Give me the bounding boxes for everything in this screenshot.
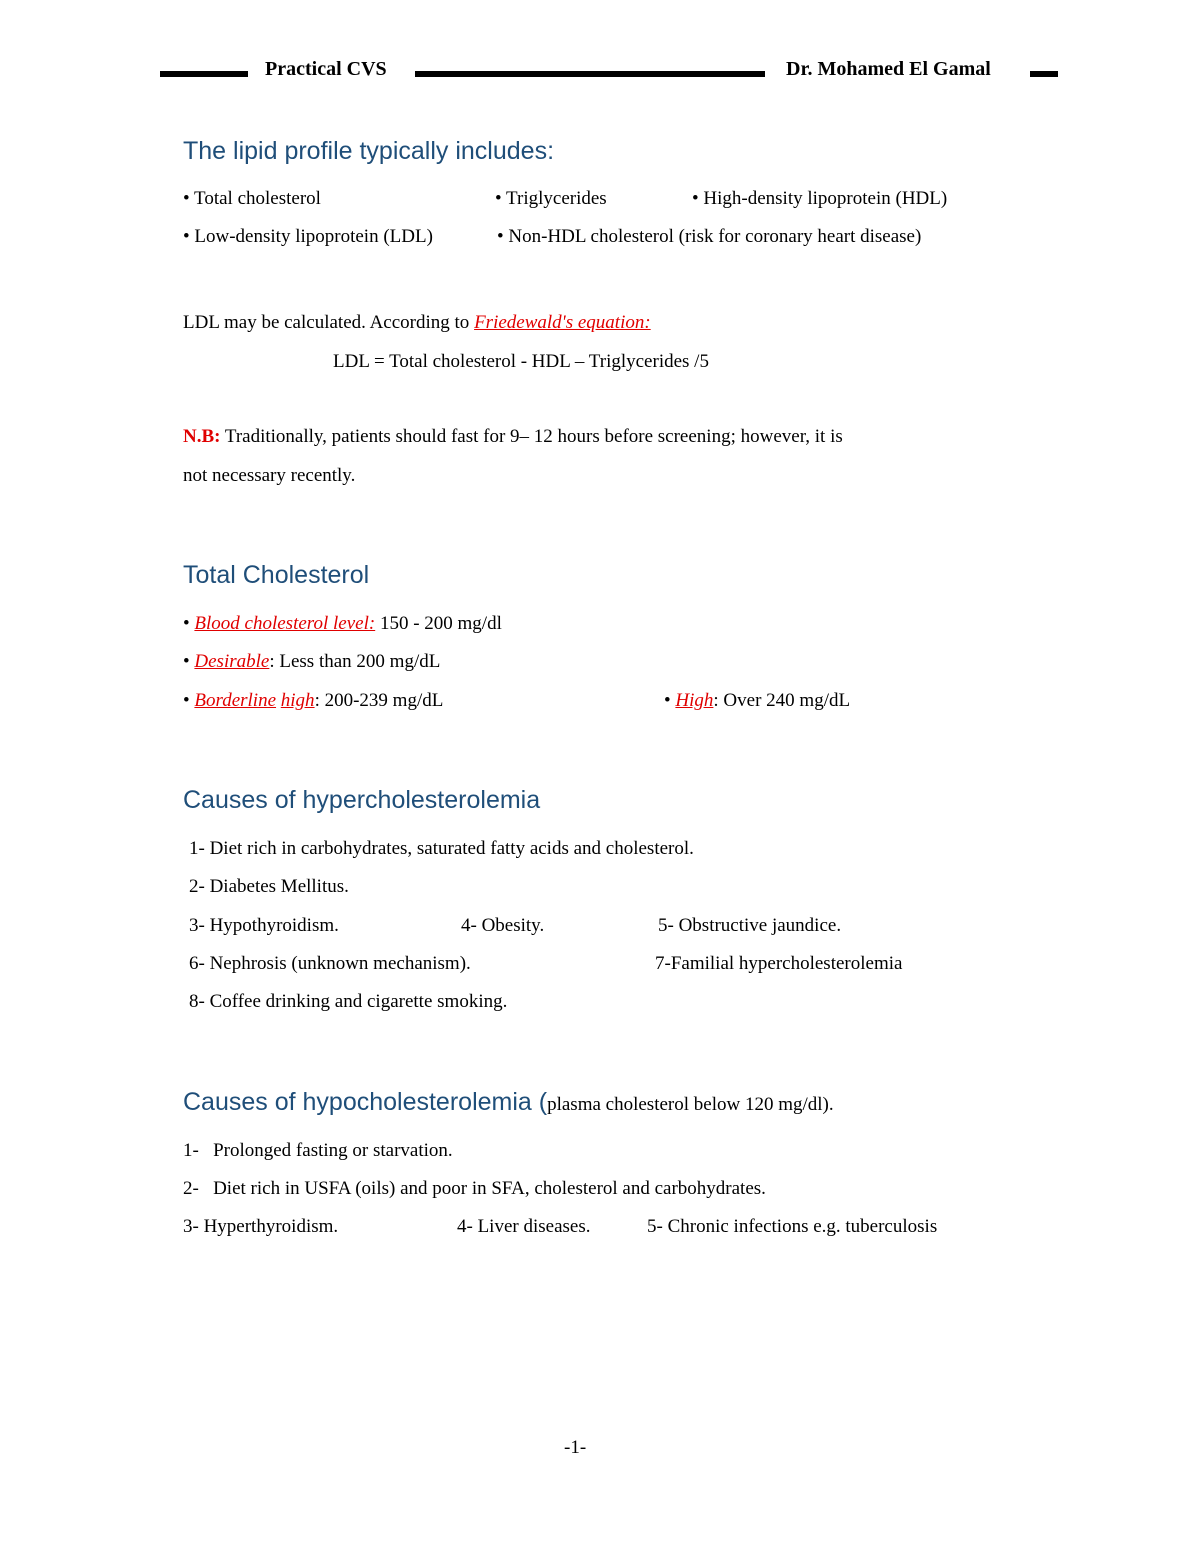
desirable-value: : Less than 200 mg/dL xyxy=(269,651,441,672)
friedewald-equation-link: Friedewald's equation: xyxy=(474,312,651,333)
total-cholesterol-heading: Total Cholesterol xyxy=(183,561,370,589)
hypo-item-1: 1- Prolonged fasting or starvation. xyxy=(183,1140,453,1161)
hypo-paren: ( xyxy=(531,1088,548,1116)
header-left-title: Practical CVS xyxy=(265,58,387,80)
bullet: • xyxy=(183,651,190,672)
hypo-heading-line xyxy=(183,1088,834,1117)
high-label: High xyxy=(675,690,714,711)
header-rule-middle xyxy=(415,71,765,77)
borderline-label: Borderline xyxy=(194,690,277,711)
ldl-formula: LDL = Total cholesterol - HDL – Triglycerides /5 xyxy=(333,351,709,372)
hypo-item-5: 5- Chronic infections e.g. tuberculosis xyxy=(647,1216,938,1237)
ldl-calculation-line xyxy=(183,312,651,334)
bullet: • xyxy=(664,690,671,711)
high-value: : Over 240 mg/dL xyxy=(713,690,851,711)
nb-note-line-2: not necessary recently. xyxy=(183,465,356,486)
page-number: -1- xyxy=(564,1437,587,1458)
hypo-item-2: 2- Diet rich in USFA (oils) and poor in SFA, cholesterol and carbohydrates. xyxy=(183,1178,766,1199)
lipid-item-non-hdl: • Non-HDL cholesterol (risk for coronary heart disease) xyxy=(497,226,922,247)
desirable-label: Desirable xyxy=(194,651,270,672)
header-rule-left xyxy=(160,71,248,77)
nb-text: Traditionally, patients should fast for 9– 12 hours before screening; however, it is xyxy=(220,426,843,447)
hyper-item-3: 3- Hypothyroidism. xyxy=(189,915,339,936)
desirable-line xyxy=(183,651,440,673)
header-right-title: Dr. Mohamed El Gamal xyxy=(786,58,991,80)
hyper-heading: Causes of hypercholesterolemia xyxy=(183,786,541,814)
bullet: • xyxy=(183,613,190,634)
borderline-high-label: high xyxy=(280,690,315,711)
hyper-item-5: 5- Obstructive jaundice. xyxy=(658,915,842,936)
borderline-high-line xyxy=(183,690,443,712)
hyper-item-8: 8- Coffee drinking and cigarette smoking. xyxy=(189,991,508,1012)
hypo-item-4: 4- Liver diseases. xyxy=(457,1216,591,1237)
lipid-profile-heading: The lipid profile typically includes: xyxy=(183,137,555,165)
hypo-heading-note: plasma cholesterol below 120 mg/dl). xyxy=(547,1094,834,1115)
hypo-item-3: 3- Hyperthyroidism. xyxy=(183,1216,339,1237)
borderline-value: : 200-239 mg/dL xyxy=(314,690,444,711)
hyper-item-1: 1- Diet rich in carbohydrates, saturated fatty acids and cholesterol. xyxy=(189,838,694,859)
hypo-heading: Causes of hypocholesterolemia xyxy=(183,1088,532,1116)
lipid-item-ldl: • Low-density lipoprotein (LDL) xyxy=(183,226,433,247)
blood-cholesterol-label: Blood cholesterol level: xyxy=(194,613,376,634)
hyper-item-2: 2- Diabetes Mellitus. xyxy=(189,876,349,897)
hyper-item-4: 4- Obesity. xyxy=(461,915,545,936)
blood-cholesterol-line xyxy=(183,613,502,635)
header-rule-right xyxy=(1030,71,1058,77)
ldl-intro-text: LDL may be calculated. According to xyxy=(183,312,475,333)
lipid-item-hdl: • High-density lipoprotein (HDL) xyxy=(692,188,948,209)
hyper-item-6: 6- Nephrosis (unknown mechanism). xyxy=(189,953,471,974)
hyper-item-7: 7-Familial hypercholesterolemia xyxy=(655,953,903,974)
lipid-item-triglycerides: • Triglycerides xyxy=(495,188,607,209)
bullet: • xyxy=(183,690,190,711)
blood-cholesterol-value: 150 - 200 mg/dl xyxy=(375,613,502,634)
lipid-item-total-cholesterol: • Total cholesterol xyxy=(183,188,321,209)
high-line xyxy=(664,690,850,712)
nb-label: N.B: xyxy=(183,426,221,447)
nb-note-line-1 xyxy=(183,426,843,448)
